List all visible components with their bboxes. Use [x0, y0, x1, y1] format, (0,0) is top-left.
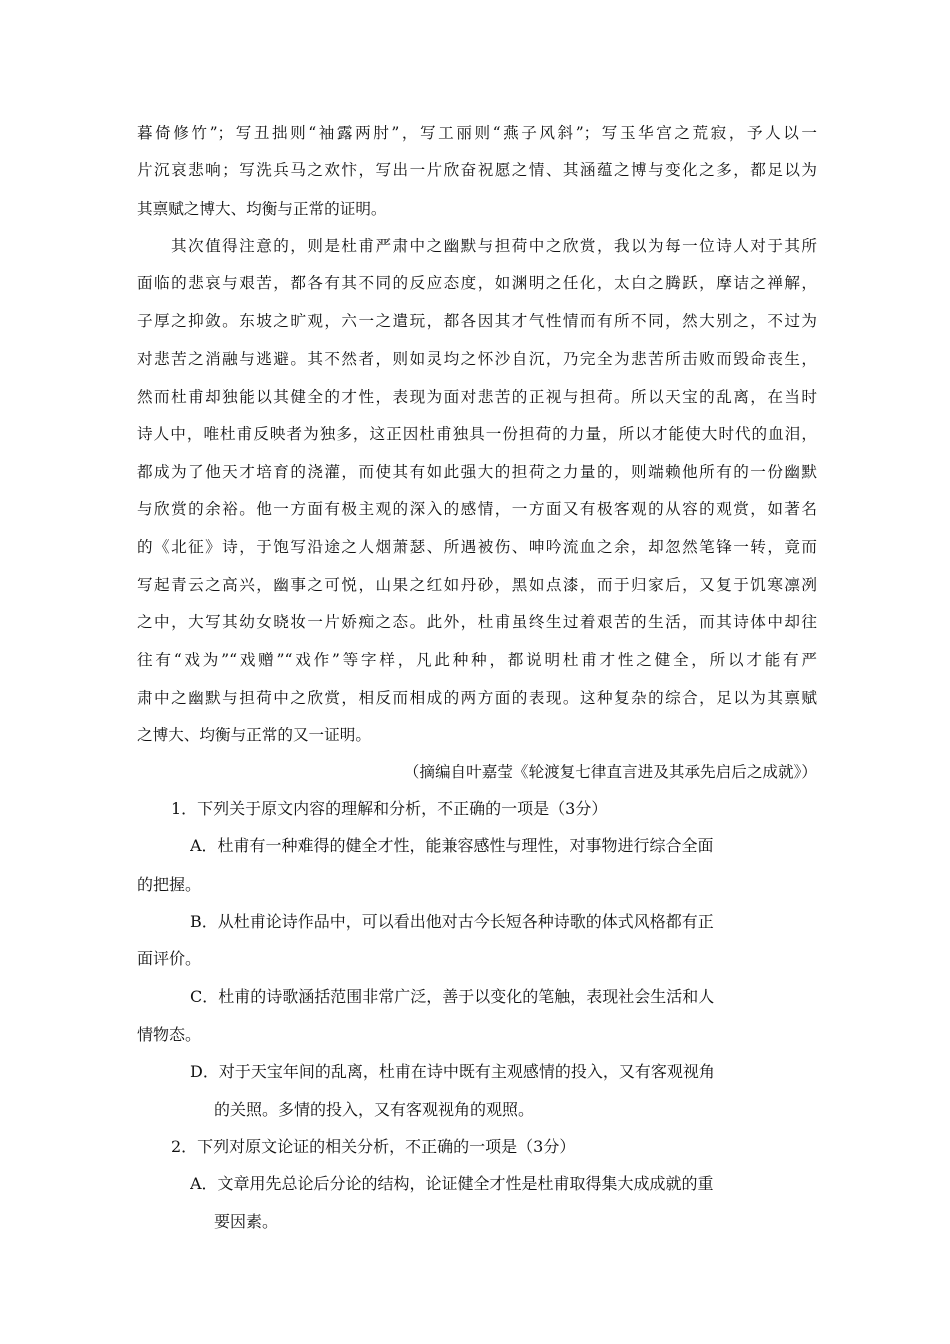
passage-line: 面临的悲哀与艰苦，都各有其不同的反应态度，如渊明之任化，太白之腾跃，摩诘之禅解，: [137, 274, 817, 292]
passage-line: 片沉哀悲响；写洗兵马之欢忭，写出一片欣奋祝愿之情、其涵蕴之博与变化之多，都足以为: [137, 161, 817, 179]
passage-line: 诗人中，唯杜甫反映者为独多，这正因杜甫独具一份担荷的力量，所以才能使大时代的血泪，: [137, 425, 817, 443]
passage-line: 肃中之幽默与担荷中之欣赏，相反而相成的两方面的表现。这种复杂的综合，足以为其禀赋: [137, 689, 817, 707]
option-b: B．从杜甫论诗作品中，可以看出他对古今长短各种诗歌的体式风格都有正: [190, 912, 714, 931]
question-stem: 2．下列对原文论证的相关分析，不正确的一项是（3分）: [171, 1137, 576, 1156]
passage-line: 的《北征》诗，于饱写沿途之人烟萧瑟、所遇被伤、呻吟流血之余，却忽然笔锋一转，竟而: [137, 538, 817, 556]
option-d: D．对于天宝年间的乱离，杜甫在诗中既有主观感情的投入，又有客观视角: [190, 1062, 715, 1081]
option-a-cont: 的把握。: [137, 875, 202, 894]
passage-line: 其次值得注意的，则是杜甫严肃中之幽默与担荷中之欣赏，我以为每一位诗人对于其所: [171, 237, 817, 255]
passage-line: 都成为了他天才培育的浇灌，而使其有如此强大的担荷之力量的，则端赖他所有的一份幽默: [137, 463, 817, 481]
option-a: A．杜甫有一种难得的健全才性，能兼容感性与理性，对事物进行综合全面: [190, 836, 714, 855]
passage-line: 暮倚修竹”；写丑拙则“袖露两肘”，写工丽则“燕子风斜”；写玉华宫之荒寂，予人以一: [137, 124, 817, 142]
passage-line: 然而杜甫却独能以其健全的才性，表现为面对悲苦的正视与担荷。所以天宝的乱离，在当时: [137, 388, 817, 406]
passage-line: 与欣赏的余裕。他一方面有极主观的深入的感情，一方面又有极客观的从容的观赏，如著名: [137, 500, 817, 518]
passage-line: 对悲苦之消融与逃避。其不然者，则如灵均之怀沙自沉，乃完全为悲苦所击败而毁命丧生，: [137, 350, 817, 368]
passage-line: 子厚之抑敛。东坡之旷观，六一之遣玩，都各因其才气性情而有所不同，然大别之，不过为: [137, 312, 817, 330]
passage-line: 其禀赋之博大、均衡与正常的证明。: [137, 200, 387, 218]
question-stem: 1．下列关于原文内容的理解和分析，不正确的一项是（3分）: [171, 799, 608, 818]
option-a-cont: 要因素。: [214, 1212, 279, 1231]
option-c-cont: 情物态。: [137, 1025, 202, 1044]
option-d-cont: 的关照。多情的投入，又有客观视角的观照。: [214, 1100, 535, 1119]
passage-line: 之博大、均衡与正常的又一证明。: [137, 726, 371, 744]
passage-source: （摘编自叶嘉莹《轮渡复七律直言进及其承先启后之成就》）: [403, 763, 817, 781]
option-a: A．文章用先总论后分论的结构，论证健全才性是杜甫取得集大成成就的重: [190, 1174, 714, 1193]
passage-line: 往有“戏为”“戏赠”“戏作”等字样，凡此种种，都说明杜甫才性之健全，所以才能有严: [137, 651, 817, 669]
option-b-cont: 面评价。: [137, 949, 202, 968]
option-c: C．杜甫的诗歌涵括范围非常广泛，善于以变化的笔触，表现社会生活和人: [190, 987, 715, 1006]
passage-line: 写起青云之高兴，幽事之可悦，山果之红如丹砂，黑如点漆，而于归家后，又复于饥寒凛冽: [137, 576, 817, 594]
passage-line: 之中，大写其幼女晓妆一片娇痴之态。此外，杜甫虽终生过着艰苦的生活，而其诗体中却往: [137, 613, 817, 631]
